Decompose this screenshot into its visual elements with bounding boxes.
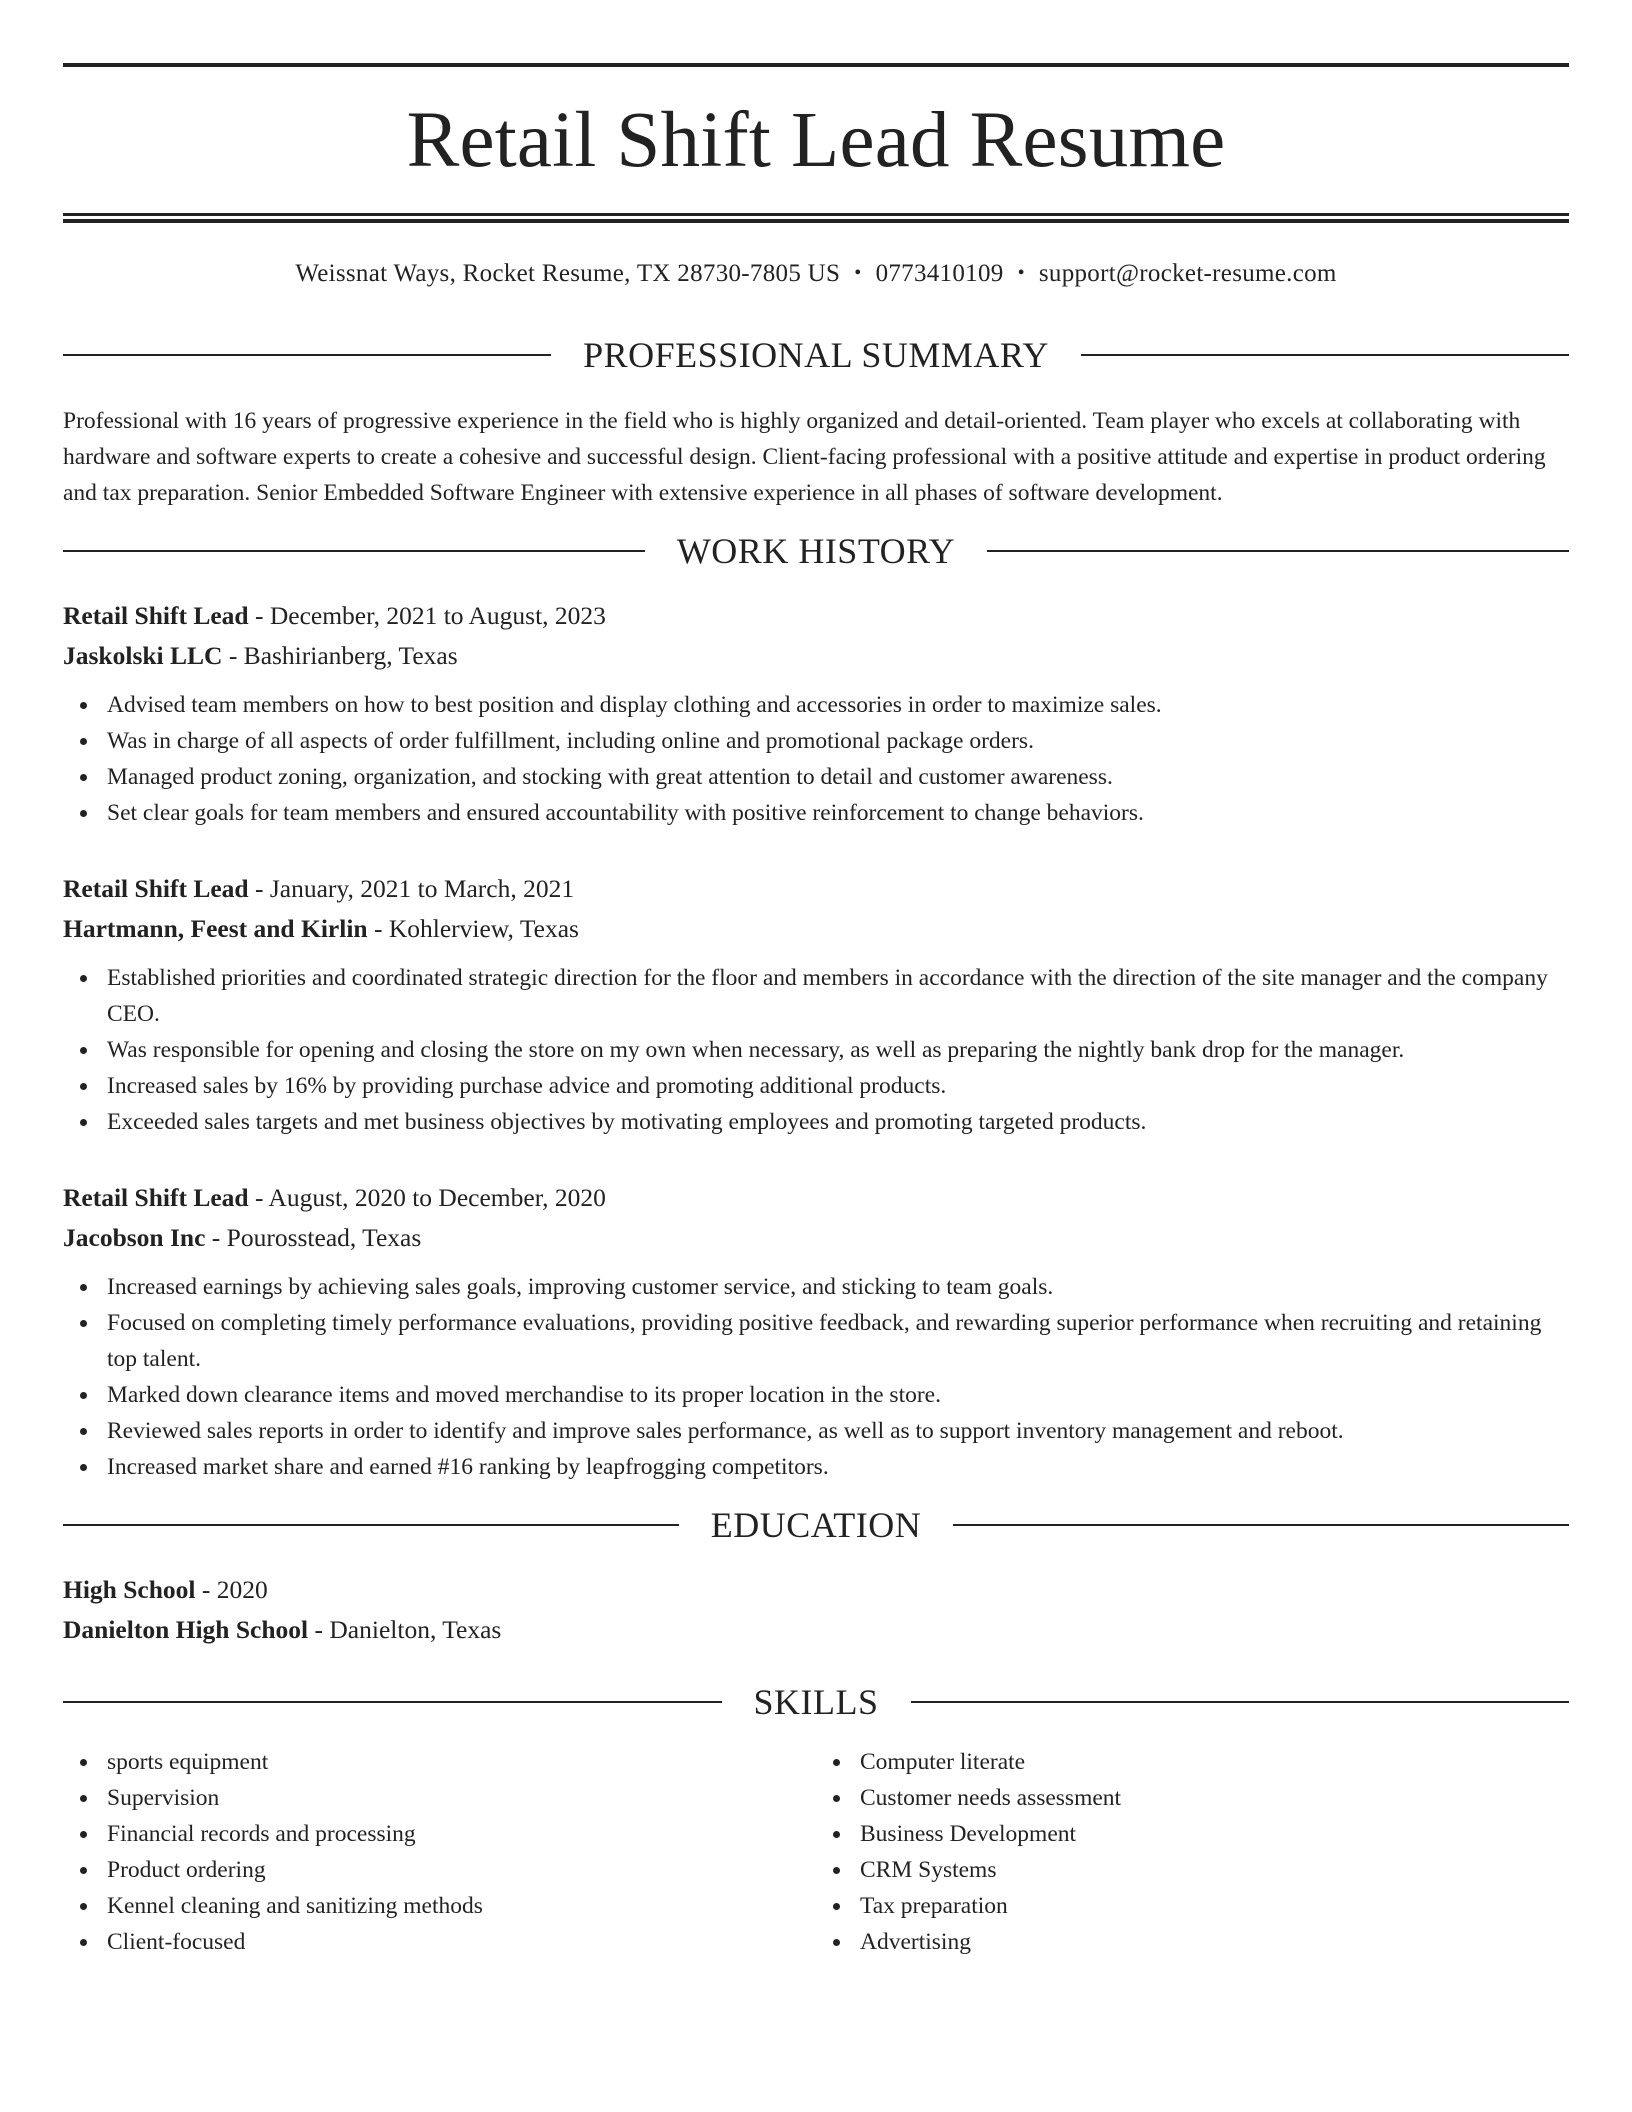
heading-rule-right <box>911 1701 1570 1703</box>
job-bullet: Focused on completing timely performance evaluations, providing positive feedback, and rewarding superior performance when recruiting and retaining top talent. <box>107 1305 1569 1377</box>
job-company-line <box>63 636 1569 676</box>
job-bullet: Reviewed sales reports in order to identify and improve sales performance, as well as to support inventory management and reboot. <box>107 1413 1569 1449</box>
job-entry <box>63 869 1569 1140</box>
skills-list-left <box>63 1744 816 1960</box>
skill-item: Business Development <box>860 1816 1569 1852</box>
heading-rule-right <box>1081 354 1569 356</box>
job-company: Jacobson Inc <box>63 1223 206 1252</box>
summary-text: Professional with 16 years of progressive experience in the field who is highly organized and detail-oriented. Team player who excels at collaborating with hardware and software experts to create a cohesive and successful design. Client-facing professional with a positive attitude and expertise in product ordering and tax preparation. Senior Embedded Software Engineer with extensive experience in all phases of software development. <box>63 408 1546 506</box>
job-bullet: Increased sales by 16% by providing purchase advice and promoting additional products. <box>107 1068 1569 1104</box>
contact-email: support@rocket-resume.com <box>1038 260 1337 287</box>
skill-item: Tax preparation <box>860 1888 1569 1924</box>
skill-item: Advertising <box>860 1924 1569 1960</box>
job-title-line <box>63 1178 1569 1218</box>
job-bullet-list <box>63 687 1569 831</box>
work-heading-label: WORK HISTORY <box>676 531 956 571</box>
job-dates: - December, 2021 to August, 2023 <box>248 601 606 630</box>
education-heading-label: EDUCATION <box>710 1505 922 1545</box>
job-bullet: Marked down clearance items and moved merchandise to its proper location in the store. <box>107 1377 1569 1413</box>
skill-item: Customer needs assessment <box>860 1780 1569 1816</box>
job-location: - Pourosstead, Texas <box>205 1223 422 1252</box>
job-title-line <box>63 596 1569 636</box>
education-degree-line <box>63 1570 1569 1610</box>
job-title-line <box>63 869 1569 909</box>
job-bullet: Was in charge of all aspects of order fulfillment, including online and promotional package orders. <box>107 723 1569 759</box>
job-entry <box>63 1178 1569 1485</box>
job-bullet: Increased market share and earned #16 ranking by leapfrogging competitors. <box>107 1449 1569 1485</box>
education-year: - 2020 <box>195 1575 268 1604</box>
job-bullet: Established priorities and coordinated strategic direction for the floor and members in accordance with the direction of the site manager and the company CEO. <box>107 960 1569 1032</box>
heading-rule-left <box>63 354 551 356</box>
skill-item: Financial records and processing <box>107 1816 816 1852</box>
job-bullet: Set clear goals for team members and ensured accountability with positive reinforcement to change behaviors. <box>107 795 1569 831</box>
job-bullet: Advised team members on how to best position and display clothing and accessories in order to maximize sales. <box>107 687 1569 723</box>
job-dates: - August, 2020 to December, 2020 <box>248 1183 606 1212</box>
heading-rule-right <box>987 550 1569 552</box>
job-title: Retail Shift Lead <box>63 874 249 903</box>
job-entry <box>63 596 1569 831</box>
contact-separator: • <box>1017 262 1025 284</box>
skill-item: CRM Systems <box>860 1852 1569 1888</box>
job-title: Retail Shift Lead <box>63 1183 249 1212</box>
skill-item: Computer literate <box>860 1744 1569 1780</box>
skill-item: Client-focused <box>107 1924 816 1960</box>
contact-phone: 0773410109 <box>875 260 1004 287</box>
heading-rule-left <box>63 1524 679 1526</box>
education-degree: High School <box>63 1575 196 1604</box>
education-school-line <box>63 1610 1569 1650</box>
top-rule <box>63 63 1569 67</box>
education-entry <box>63 1570 1569 1650</box>
education-school: Danielton High School <box>63 1615 309 1644</box>
skills-list-right <box>816 1744 1569 1960</box>
job-company: Jaskolski LLC <box>63 641 223 670</box>
job-bullet-list <box>63 960 1569 1140</box>
job-dates: - January, 2021 to March, 2021 <box>248 874 575 903</box>
summary-heading-label: PROFESSIONAL SUMMARY <box>583 335 1049 375</box>
work-section-heading <box>63 533 1569 569</box>
summary-section-heading <box>63 337 1569 373</box>
job-company: Hartmann, Feest and Kirlin <box>63 914 368 943</box>
education-section-heading <box>63 1507 1569 1543</box>
contact-separator: • <box>854 262 862 284</box>
heading-rule-right <box>953 1524 1569 1526</box>
job-bullet: Exceeded sales targets and met business objectives by motivating employees and promoting targeted products. <box>107 1104 1569 1140</box>
resume-title: Retail Shift Lead Resume <box>406 97 1226 184</box>
skills-heading-label: SKILLS <box>753 1682 879 1722</box>
job-bullet: Increased earnings by achieving sales goals, improving customer service, and sticking to team goals. <box>107 1269 1569 1305</box>
job-bullet: Managed product zoning, organization, and stocking with great attention to detail and customer awareness. <box>107 759 1569 795</box>
heading-rule-left <box>63 550 645 552</box>
job-location: - Kohlerview, Texas <box>367 914 579 943</box>
skills-section-heading <box>63 1684 1569 1720</box>
skill-item: Supervision <box>107 1780 816 1816</box>
skill-item: Kennel cleaning and sanitizing methods <box>107 1888 816 1924</box>
job-bullet-list <box>63 1269 1569 1485</box>
skill-item: Product ordering <box>107 1852 816 1888</box>
job-bullet: Was responsible for opening and closing the store on my own when necessary, as well as preparing the nightly bank drop for the manager. <box>107 1032 1569 1068</box>
skill-item: sports equipment <box>107 1744 816 1780</box>
skills-columns <box>63 1744 1569 1960</box>
job-company-line <box>63 1218 1569 1258</box>
education-location: - Danielton, Texas <box>308 1615 502 1644</box>
title-double-rule <box>63 213 1569 223</box>
contact-line <box>63 259 1569 289</box>
heading-rule-left <box>63 1701 722 1703</box>
job-location: - Bashirianberg, Texas <box>222 641 458 670</box>
job-company-line <box>63 909 1569 949</box>
contact-address: Weissnat Ways, Rocket Resume, TX 28730-7805 US <box>295 260 841 287</box>
job-title: Retail Shift Lead <box>63 601 249 630</box>
